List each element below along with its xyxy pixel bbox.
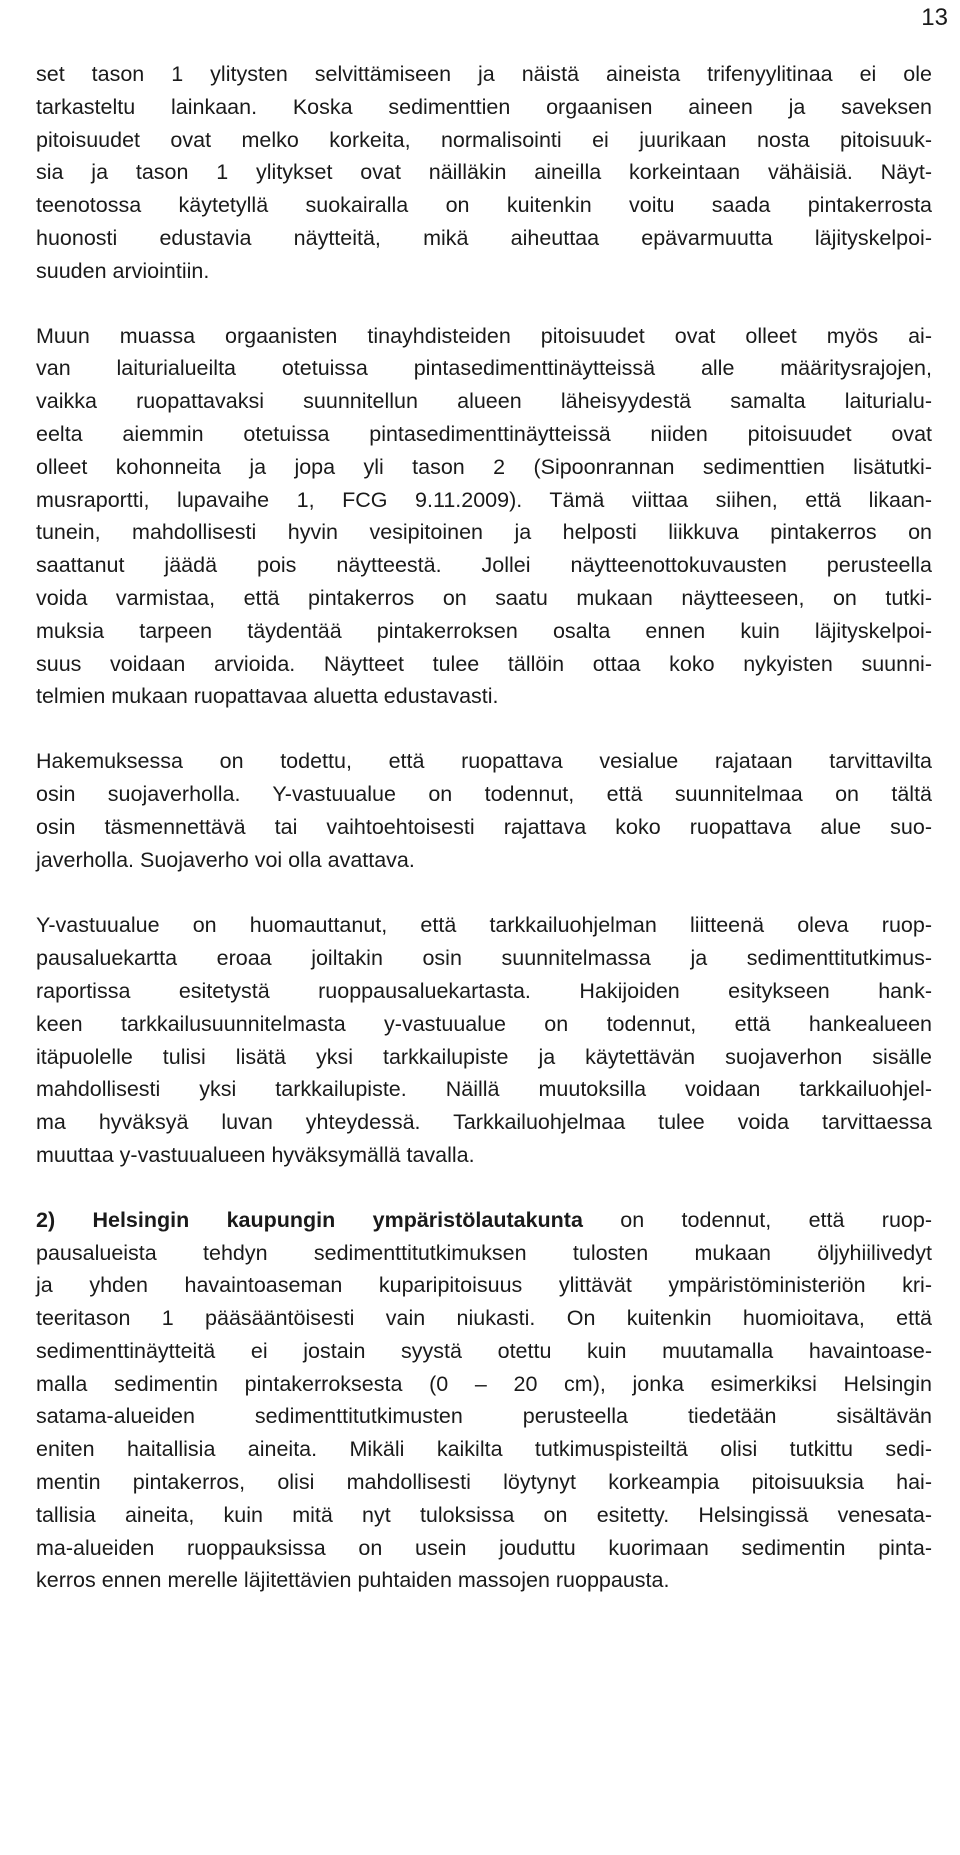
text-line: olleet kohonneita ja jopa yli tason 2 (Sipoonrannan sedimenttien lisätutki- <box>36 454 932 479</box>
document-body <box>36 58 932 1630</box>
section-heading: 2) Helsingin kaupungin ympäristölautakunta <box>36 1207 583 1232</box>
text-line: pausaluekartta eroaa joiltakin osin suunnitelmassa ja sedimenttitutkimus- <box>36 946 932 971</box>
text-line: tunein, mahdollisesti hyvin vesipitoinen ja helposti liikkuva pintakerros on <box>36 520 932 545</box>
text-line: satama-alueiden sedimenttitutkimusten perusteella tiedetään sisältävän <box>36 1404 932 1429</box>
text-line: pitoisuudet ovat melko korkeita, normalisointi ei juurikaan nosta pitoisuuk- <box>36 127 932 152</box>
text-line: muuttaa y-vastuualueen hyväksymällä tavalla. <box>36 1142 475 1167</box>
text-line-with-heading <box>36 1204 932 1237</box>
text-line: muksia tarpeen täydentää pintakerroksen osalta ennen kuin läjityskelpoi- <box>36 618 932 643</box>
text-line: Y-vastuualue on huomauttanut, että tarkkailuohjelman liitteenä oleva ruop- <box>36 913 932 938</box>
text-line: osin täsmennettävä tai vaihtoehtoisesti rajattava koko ruopattava alue suo- <box>36 814 932 839</box>
text-line: Muun muassa orgaanisten tinayhdisteiden pitoisuudet ovat olleet myös ai- <box>36 323 932 348</box>
text-line: raportissa esitetystä ruoppausaluekartasta. Hakijoiden esitykseen hank- <box>36 978 932 1003</box>
text-line: teeritason 1 pääsääntöisesti vain niukasti. On kuitenkin huomioitava, että <box>36 1306 932 1331</box>
text-line: malla sedimentin pintakerroksesta (0 – 20 cm), jonka esimerkiksi Helsingin <box>36 1371 932 1396</box>
text-line: teenotossa käytetyllä suokairalla on kuitenkin voitu saada pintakerrosta <box>36 193 932 218</box>
paragraph-1 <box>36 58 932 288</box>
text-line: tarkasteltu lainkaan. Koska sedimenttien orgaanisen aineen ja saveksen <box>36 94 932 119</box>
paragraph-5 <box>36 1204 932 1598</box>
text-line: eelta aiemmin otetuissa pintasedimenttinäytteissä niiden pitoisuudet ovat <box>36 421 932 446</box>
text-line: eniten haitallisia aineita. Mikäli kaikilta tutkimuspisteiltä olisi tutkittu sedi- <box>36 1437 932 1462</box>
text-line: sia ja tason 1 ylitykset ovat näilläkin aineilla korkeintaan vähäisiä. Näyt- <box>36 160 932 185</box>
text-line: suuden arviointiin. <box>36 258 210 283</box>
text-line: musraportti, lupavaihe 1, FCG 9.11.2009). Tämä viittaa siihen, että likaan- <box>36 487 932 512</box>
text-line: vaikka ruopattavaksi suunnitellun alueen läheisyydestä samalta laiturialu- <box>36 389 932 414</box>
text-line: set tason 1 ylitysten selvittämiseen ja näistä aineista trifenyylitinaa ei ole <box>36 62 932 86</box>
text-line: ja yhden havaintoaseman kuparipitoisuus ylittävät ympäristöministeriön kri- <box>36 1273 932 1298</box>
text-line: pausalueista tehdyn sedimenttitutkimuksen tulosten mukaan öljyhiilivedyt <box>36 1240 932 1265</box>
text-line: suus voidaan arvioida. Näytteet tulee tällöin ottaa koko nykyisten suunni- <box>36 651 932 676</box>
text-line: itäpuolelle tulisi lisätä yksi tarkkailupiste ja käytettävän suojaverhon sisälle <box>36 1044 932 1069</box>
text-line: keen tarkkailusuunnitelmasta y-vastuualue on todennut, että hankealueen <box>36 1011 932 1036</box>
text-line: Hakemuksessa on todettu, että ruopattava vesialue rajataan tarvittavilta <box>36 749 932 774</box>
text-line: voida varmistaa, että pintakerros on saatu mukaan näytteeseen, on tutki- <box>36 585 932 610</box>
text-line: saattanut jäädä pois näytteestä. Jollei näytteenottokuvausten perusteella <box>36 553 932 578</box>
text-line: van laiturialueilta otetuissa pintasedimenttinäytteissä alle määritysrajojen, <box>36 356 932 381</box>
page-number: 13 <box>921 4 948 31</box>
text-line: telmien mukaan ruopattavaa aluetta edustavasti. <box>36 684 499 709</box>
paragraph-4 <box>36 909 932 1171</box>
paragraph-3 <box>36 745 932 876</box>
text-line: ma-alueiden ruoppauksissa on usein jouduttu kuorimaan sedimentin pinta- <box>36 1535 932 1560</box>
text-line: ma hyväksyä luvan yhteydessä. Tarkkailuohjelmaa tulee voida tarvittaessa <box>36 1110 932 1135</box>
paragraph-2 <box>36 320 932 714</box>
text-fragment: on todennut, että ruop- <box>582 1207 932 1232</box>
text-line: kerros ennen merelle läjitettävien puhtaiden massojen ruoppausta. <box>36 1568 670 1593</box>
text-line: javerholla. Suojaverho voi olla avattava. <box>36 847 415 872</box>
text-line: mahdollisesti yksi tarkkailupiste. Näillä muutoksilla voidaan tarkkailuohjel- <box>36 1077 932 1102</box>
text-line: mentin pintakerros, olisi mahdollisesti löytynyt korkeampia pitoisuuksia hai- <box>36 1470 932 1495</box>
text-line: huonosti edustavia näytteitä, mikä aiheuttaa epävarmuutta läjityskelpoi- <box>36 225 932 250</box>
text-line: osin suojaverholla. Y-vastuualue on todennut, että suunnitelmaa on tältä <box>36 781 932 806</box>
text-line: sedimenttinäytteitä ei jostain syystä otettu kuin muutamalla havaintoase- <box>36 1338 932 1363</box>
text-line: tallisia aineita, kuin mitä nyt tuloksissa on esitetty. Helsingissä venesata- <box>36 1502 932 1527</box>
